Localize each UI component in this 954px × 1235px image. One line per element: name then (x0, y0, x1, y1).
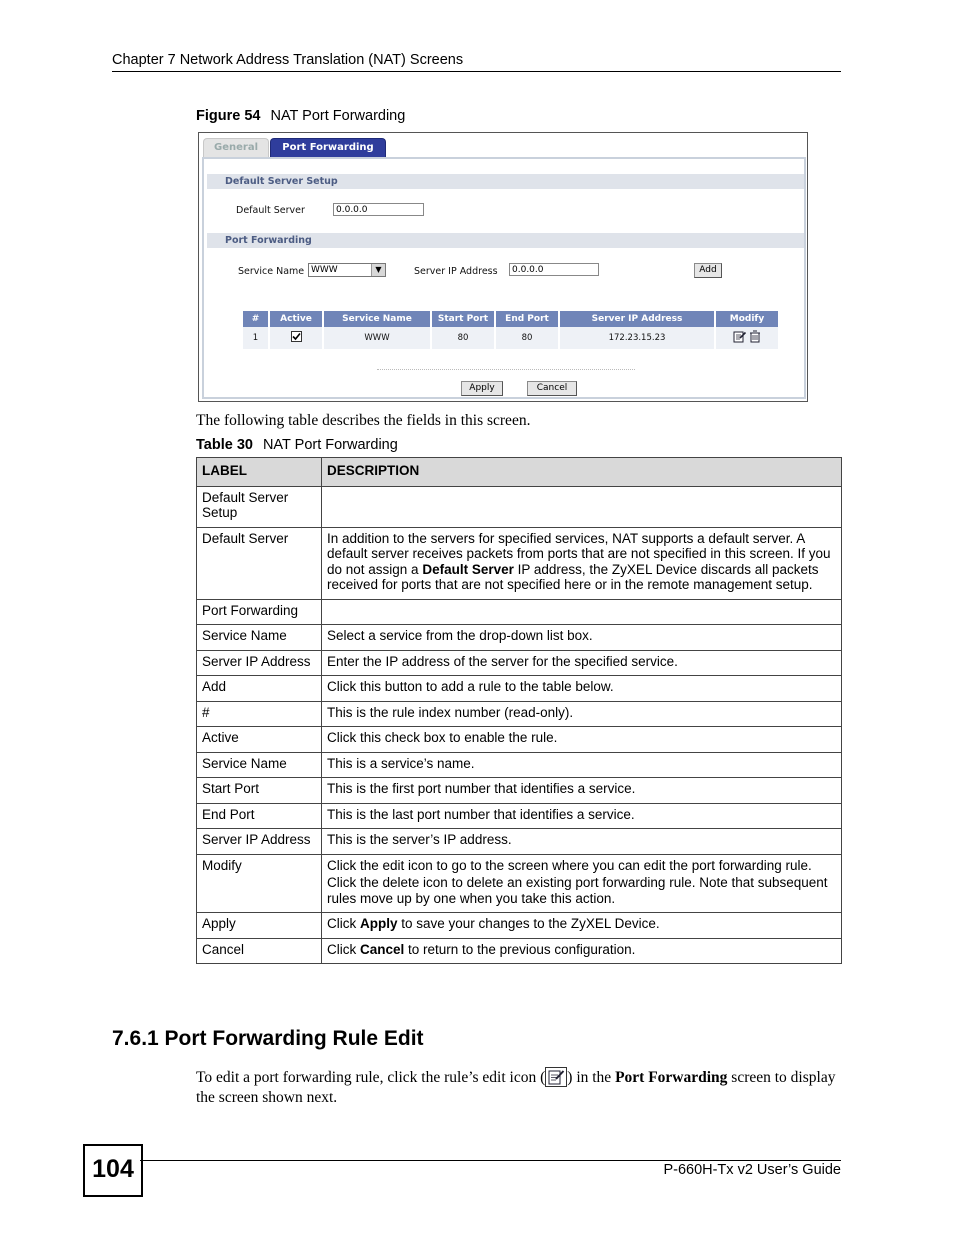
col-server-ip: Server IP Address (560, 311, 714, 327)
row-label: Start Port (197, 778, 322, 804)
table-row (197, 913, 842, 939)
row-description: Select a service from the drop-down list box. (322, 625, 842, 651)
desc-text: to return to the previous configuration. (404, 941, 636, 957)
apply-button[interactable]: Apply (461, 381, 503, 396)
row-label: Active (197, 727, 322, 753)
body-bold: Port Forwarding (615, 1069, 728, 1086)
row-label: Cancel (197, 938, 322, 964)
desc-bold: Default Server (422, 561, 514, 577)
table-row (197, 527, 842, 599)
row-description (322, 913, 842, 939)
table-title: NAT Port Forwarding (262, 437, 398, 453)
row-description: This is the first port number that identifies a service. (322, 778, 842, 804)
table-row (197, 727, 842, 753)
table-row (243, 327, 778, 349)
row-description: This is the rule index number (read-only). (322, 701, 842, 727)
row-description (322, 938, 842, 964)
desc-text: IP address, the ZyXEL Device discards all packets received for ports that are not specified here or in the remote management setup. (327, 561, 819, 592)
table-row (197, 625, 842, 651)
body-text: ) in the (567, 1069, 616, 1086)
default-server-label: Default Server (236, 205, 305, 216)
row-description (322, 854, 842, 913)
port-forwarding-table (241, 311, 780, 349)
table-row (197, 701, 842, 727)
row-label: Server IP Address (197, 650, 322, 676)
table-row (197, 676, 842, 702)
desc-line: Click the delete icon to delete an existing port forwarding rule. Note that subsequent rules move up by one when you take this action. (327, 875, 828, 906)
row-description (322, 527, 842, 599)
col-index: # (243, 311, 268, 327)
row-label: Apply (197, 913, 322, 939)
table-row (197, 752, 842, 778)
figure-title: NAT Port Forwarding (270, 108, 406, 124)
row-end-port: 80 (496, 327, 558, 349)
body-text: To edit a port forwarding rule, click the rule’s edit icon ( (196, 1069, 546, 1086)
chevron-down-icon: ▼ (371, 264, 385, 276)
col-service-name: Service Name (324, 311, 430, 327)
table-row (197, 854, 842, 913)
col-start-port: Start Port (432, 311, 494, 327)
table-row (197, 599, 842, 625)
header-label: LABEL (197, 458, 322, 487)
server-ip-label: Server IP Address (414, 266, 498, 277)
row-modify (716, 327, 778, 349)
row-label: Server IP Address (197, 829, 322, 855)
page-number: 104 (83, 1144, 143, 1197)
col-end-port: End Port (496, 311, 558, 327)
row-label: Service Name (197, 752, 322, 778)
row-label: Add (197, 676, 322, 702)
header-description: DESCRIPTION (322, 458, 842, 487)
desc-line: Click the edit icon to go to the screen where you can edit the port forwarding rule. (327, 857, 812, 873)
guide-title: P-660H-Tx v2 User’s Guide (663, 1162, 841, 1178)
header-rule (112, 71, 841, 72)
row-label: Port Forwarding (197, 599, 322, 625)
table-row (197, 486, 842, 527)
desc-bold: Apply (360, 916, 398, 931)
table-label: Table 30 (196, 437, 253, 453)
row-description (322, 486, 842, 527)
section-body (196, 1067, 842, 1108)
row-label: Default Server (197, 527, 322, 599)
desc-text: In addition to the servers for specified services, NAT supports a default server. A default server receives packets from ports that are not specified in this screen. If you do not assign a (327, 530, 831, 577)
col-active: Active (270, 311, 322, 327)
col-modify: Modify (716, 311, 778, 327)
row-start-port: 80 (432, 327, 494, 349)
row-description: This is the last port number that identifies a service. (322, 803, 842, 829)
desc-text: Click (327, 916, 360, 931)
table-row (197, 778, 842, 804)
desc-text: to save your changes to the ZyXEL Device. (397, 916, 660, 931)
row-description: Click this check box to enable the rule. (322, 727, 842, 753)
default-server-input[interactable]: 0.0.0.0 (333, 203, 424, 216)
figure-caption (196, 108, 405, 124)
row-description: This is a service’s name. (322, 752, 842, 778)
tab-port-forwarding[interactable]: Port Forwarding (270, 138, 386, 157)
row-service: WWW (324, 327, 430, 349)
row-description (322, 599, 842, 625)
figure-label: Figure 54 (196, 108, 261, 124)
table-row (197, 650, 842, 676)
table-row (197, 938, 842, 964)
section-default-server-setup: Default Server Setup (207, 174, 804, 189)
footer-rule (140, 1160, 841, 1161)
service-name-value: WWW (311, 265, 338, 275)
row-server-ip: 172.23.15.23 (560, 327, 714, 349)
desc-bold: Cancel (360, 941, 405, 957)
table-caption (196, 437, 398, 453)
table-row (197, 829, 842, 855)
intro-text: The following table describes the fields in this screen. (196, 412, 531, 429)
row-label: Service Name (197, 625, 322, 651)
row-label: # (197, 701, 322, 727)
section-port-forwarding: Port Forwarding (207, 233, 804, 248)
tab-general[interactable]: General (203, 138, 269, 157)
chapter-header: Chapter 7 Network Address Translation (NAT) Screens (112, 52, 464, 68)
section-heading: 7.6.1 Port Forwarding Rule Edit (112, 1027, 424, 1050)
service-name-select[interactable] (308, 263, 386, 277)
row-label: Default Server Setup (197, 486, 322, 527)
service-name-label: Service Name (238, 266, 305, 277)
row-label: Modify (197, 854, 322, 913)
row-label: End Port (197, 803, 322, 829)
row-description: Enter the IP address of the server for the specified service. (322, 650, 842, 676)
nat-screenshot (198, 132, 808, 402)
edit-icon (545, 1067, 567, 1087)
server-ip-input[interactable]: 0.0.0.0 (509, 263, 599, 276)
row-description: This is the server’s IP address. (322, 829, 842, 855)
add-button[interactable]: Add (694, 263, 722, 278)
divider (377, 369, 635, 370)
row-index: 1 (243, 327, 268, 349)
active-checkbox[interactable] (270, 327, 322, 349)
settings-panel (202, 157, 806, 399)
body-text: screen to display the screen shown next. (196, 1069, 836, 1106)
delete-icon[interactable] (749, 336, 761, 346)
row-description: Click this button to add a rule to the table below. (322, 676, 842, 702)
cancel-button[interactable]: Cancel (527, 381, 577, 396)
description-table (196, 457, 842, 964)
edit-icon[interactable] (733, 336, 747, 346)
table-row (197, 803, 842, 829)
desc-text: Click (327, 941, 360, 957)
